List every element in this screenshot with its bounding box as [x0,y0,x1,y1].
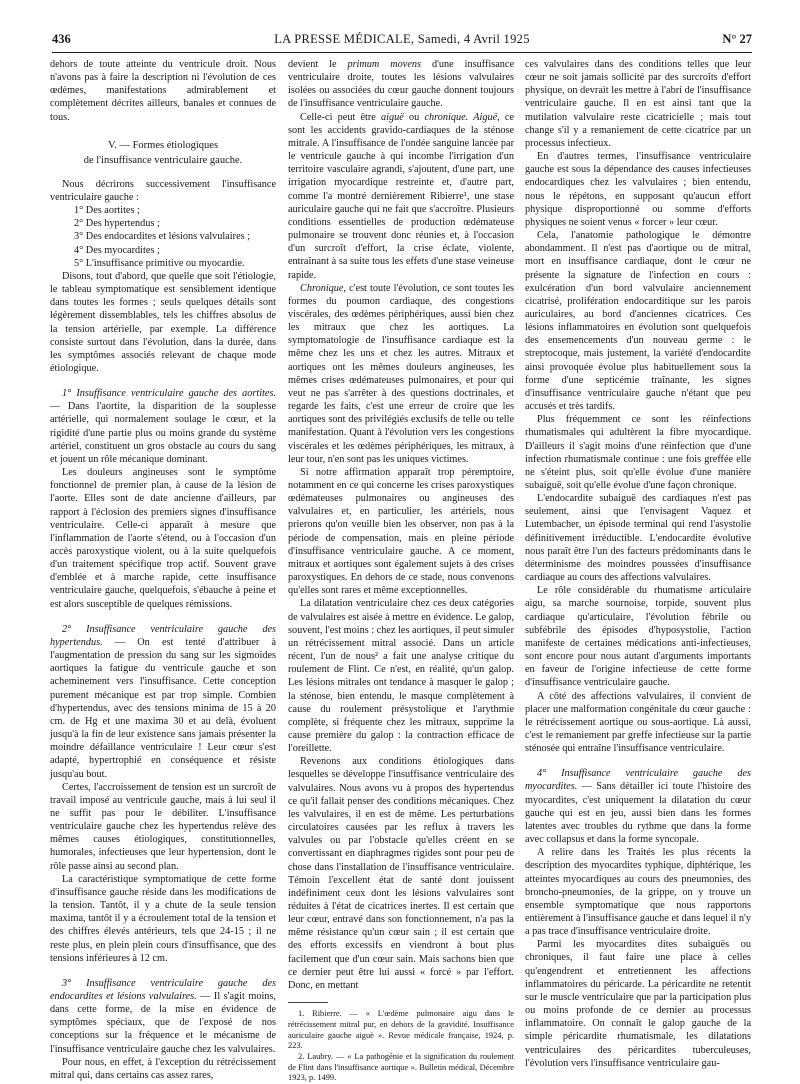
column-right [525,58,751,1073]
subsection-paragraph: 1° Insuffisance ventriculaire gauche des aortites. — Dans l'aortite, la disparition de la souplesse artérielle, qui normalement soulage le cœur, et la rigidité d'une partie plus ou moins grande du système artériel, constituent un gros obstacle au cours du sang et jouent un rôle mécanique dominant. [50,388,276,465]
subsection-title: 1° Insuffisance ventriculaire gauche des aortites. [62,388,276,400]
paragraph: Si notre affirmation apparaît trop péremptoire, notamment en ce qui concerne les crises paroxystiques œdémateuses pulmonaires ou angineuses des valvulaires et, en particulier, les artériels, nous prierons qu'on veuille bien les observer, non pas à la période de compensation, mais en pleine période d'insuffisance ventriculaire gauche. A ce moment, mitraux et aortiques sont également sujets à des crises paroxystiques. En dehors de ce stade, nous convenons qu'elles sont rares et même exceptionnelles. [288,466,514,597]
subsection-paragraph: 3° Insuffisance ventriculaire gauche des endocardites et lésions valvulaires. — Il s'agit moins, dans cette forme, de la mise en évidence de symptômes spéciaux, que de l'exposé de nos conceptions sur la fréquence et le mécanisme de l'insuffisance ventriculaire gauche chez les valvulaires. [50,977,276,1055]
footnote: 2. Laubry. — « La pathogénie et la signification du roulement de Flint dans l'insuffisance aortique ». Bulletin médical, Décembre 1923, p. 1499. [288,1051,514,1083]
journal-title: LA PRESSE MÉDICALE, Samedi, 4 Avril 1925 [274,32,530,46]
paragraph: En d'autres termes, l'insuffisance ventriculaire gauche est sous la dépendance des causes infectieuses endocardiques chez les valvulaires ; bien entendu, nous le répétons, en supposant qu'aucun effort physique disproportionné ou somme d'efforts physiques ne soient venus « forcer » leur cœur. [525,151,751,228]
list-item: 3° Des endocardites et lésions valvulaires ; [74,231,251,243]
paragraph: Disons, tout d'abord, que quelle que soit l'étiologie, le tableau symptomatique est sensiblement identique dans toutes les formes ; seuls quelques détails sont légèrement dissemblables, tels les chiffres absolus de la tension artérielle, par exemple. La différence consiste surtout dans l'évolution, dans la durée, dans les symptômes associés relevant de chaque mode étiologique. [50,270,276,374]
paragraph: dehors de toute atteinte du ventricule droit. Nous n'avons pas à faire la description ni l'évolution de ces œdèmes, manifestations admirablement et complètement décrites ailleurs, banales et connues de tous. [50,59,276,123]
column-middle [288,58,515,1083]
paragraph: Cela, l'anatomie pathologique le démontre abondamment. Il n'est pas d'aortique ou de mitral, mort en insuffisance cardiaque, dont le cœur ne présente la signature de l'infection en cours : exulcération d'un bord valvulaire anciennement cicatrisé, prolifération endocarditique sur les parois auriculaires, au bord d'anciennes cicatrices. Ces lésions inflammatoires en évolution sont quelquefois des ensemencements d'un nouveau germe : le streptocoque, mais justement, la variété d'endocardite ainsi provoquée évolue plus habituellement sous la forme d'une septicémie traînante, les signes d'insuffisance ventriculaire gauche n'étant que peu accusés et très tardifs. [525,230,751,413]
paragraph: Nous décrirons successivement l'insuffisance ventriculaire gauche : [50,178,276,203]
paragraph: Les douleurs angineuses sont le symptôme fonctionnel de premier plan, à cause de la lésion de l'aorte. Elles sont de date ancienne d'ailleurs, par rapport à l'éclosion des premiers signes d'insuffisance ventriculaire. Celle-ci apparaît à mesure que l'inflammation de l'aorte s'étend, ou à l'occasion d'un accès paroxystique violent, ou à la suite quelquefois d'un traitement spécifique trop actif. Souvent grave d'emblée et à marche rapide, cette insuffisance ventriculaire gauche, quelquefois, s'ébauche à peine et est alors susceptible de quelques rémissions. [50,467,276,610]
paragraph: Celle-ci peut être aiguë ou chronique. Aiguë, ce sont les accidents gravido-cardiaques de la sténose mitrale. A l'insuffisance de l'ondée sanguine lancée par le ventricule gauche à qui incombe l'irrigation d'un territoire vasculaire agrandi, s'ajoutent, d'une part, une irrigation myocardique restreinte et, d'autre part, comme l'a montré dernièrement Ribierre¹, une stase auriculaire gauche qui ne fait que s'accroître. Plusieurs conditions essentielles de production œdémateuse pulmonaire se trouvent donc réunies et, à l'occasion d'un surcroît d'effort, la crise éclate, violente, entraînant à sa suite tous les effets d'une stase veineuse rapide. [288,111,515,281]
list-item: 1° Des aortites ; [74,205,140,217]
paragraph: Chronique, c'est toute l'évolution, ce sont toutes les formes du poumon cardiaque, des congestions viscérales, des œdèmes périphériques, aussi bien chez les mitraux que chez les aortiques. La symptomatologie de l'insuffisance cardiaque est la même chez les uns et chez les autres. Mitraux et aortiques ont les mêmes douleurs angineuses, les mêmes crises œdémateuses pulmonaires, et pour qui veut ne pas s'arrêter à des questions doctrinales, et regarde les faits, c'est une erreur de croire que les aortiques sont des privilégiés exclusifs de telle ou telle manifestation. Quant à l'évolution vers les congestions viscérales et les œdèmes périphériques, les mitraux, à leur tour, n'en sont pas les uniques victimes. [288,282,514,465]
paragraph: devient le primum movens d'une insuffisance ventriculaire droite, toutes les lésions valvulaires isolées ou associées du cœur gauche donnent toujours de l'insuffisance ventriculaire gauche. [288,59,514,110]
column-left [50,58,276,1081]
paragraph: La dilatation ventriculaire chez ces deux catégories de valvulaires est aisée à mettre en évidence. Le galop, souvent, l'est moins : chez les aortiques, il peut simuler un rétrécissement mitral associé. Dans un article récent, l'un de nous² a fait une analyse critique du roulement de Flint. Ce n'est, en réalité, qu'un galop. Les lésions mitrales ont tendance à masquer le galop ; la sténose, bien entendu, le masque complètement à cause du roulement présystolique et l'arythmie complète, si fréquente chez les mitraux, supprime la cause première du galop : la contraction efficace de l'oreillette. [288,598,514,755]
section-heading-line-1: V. — Formes étiologiques [107,139,219,151]
paragraph: Le rôle considérable du rhumatisme articulaire aigu, sa marche sournoise, torpide, souvent plus cardiaque qu'articulaire, l'évolution fébrile ou subfébrile des épisodes d'hyposystolie, l'action manifeste de certaines médications anti-infectieuses, sont encore pour nous autant d'arguments importants en faveur de l'origine infectieuse de cette forme d'insuffisance ventriculaire gauche. [525,585,751,689]
running-header [52,30,752,53]
list-item: 5° L'insuffisance primitive ou myocardie. [74,257,245,269]
footnote-divider [288,1002,328,1003]
footnote: 1. Ribierre. — « L'œdème pulmonaire aigu dans le rétrécissement mitral pur, en dehors de la gravidité. Insuffisance auriculaire gauche aiguë ». Revue médicale française, 1924, p. 223. [288,1009,514,1051]
paragraph: L'endocardite subaiguë des cardiaques n'est pas seulement, ainsi que l'envisagent Vaquez et Lutembacher, un épisode terminal qui rend l'asystolie définitivement irréductible. L'endocardite évolutive nous paraît être l'un des facteurs prédominants dans le déterminisme des moindres poussées d'insuffisance cardiaque au cours des affections valvulaires. [525,493,751,584]
paragraph: A côté des affections valvulaires, il convient de placer une malformation congénitale du cœur gauche : le rétrécissement aortique ou sous-aortique. Là aussi, c'est le remaniement par greffe infectieuse sur la partie sténosée qui entraîne l'insuffisance ventriculaire. [525,690,751,755]
paragraph: Parmi les myocardites dites subaiguës ou chroniques, il faut faire une place à celles qu'engendrent et entretiennent les affections inflammatoires du péricarde. La péricardite ne retentit sur le muscle ventriculaire que par la participation plus ou moins profonde de ce dernier au processus inflammatoire. On connaît le galop gauche de la simple péricardite rhumatismale, les dilatations ventriculaires des péricardites tuberculeuses, l'évolution vers l'insuffisance ventriculaire gau- [525,939,751,1069]
subsection-title: 4° Insuffisance ventriculaire gauche des myocardites. [525,768,751,793]
subsection-paragraph: 2° Insuffisance ventriculaire gauche des hypertendus. — On est tenté d'attribuer à l'augmentation de pression du sang sur les sigmoïdes aortiques la fatigue du ventricule gauche et son acheminement vers l'insuffisance. Cette conception purement mécanique est par trop simple. Combien d'hypertendus, avec des tensions minima de 15 à 20 cm. de Hg et une maxima 30 et au delà, évoluent jusqu'à la fin de leur existence sans jamais présenter la moindre défaillance ventriculaire ! Leur cœur s'est adapté, hypertrophié en conséquence et résiste jusqu'au bout. [50,623,276,780]
subsection-paragraph: 4° Insuffisance ventriculaire gauche des myocardites. — Sans détailler ici toute l'histoire des myocardites, c'est uniquement la dilatation du cœur gauche qui est en jeu, aussi bien dans les formes latentes avec troubles du rythme que dans la forme avec collapsus et dans la forme syncopale. [525,768,751,846]
paragraph: La caractéristique symptomatique de cette forme d'insuffisance gauche réside dans les modifications de la tension. Tantôt, il y a chute de la seule tension maxima, tantôt il y a écroulement total de la tension et des chiffres élevés antérieurs, tels que 24-15 ; il ne reste plus, en plein plein cours d'insuffisance, que des tensions inférieures à 12 cm. [50,873,276,964]
paragraph: Certes, l'accroissement de tension est un surcroît de travail imposé au ventricule gauche, mais à lui seul il ne suffit pas pour le débiliter. L'insuffisance ventriculaire gauche chez les hypertendus relève des mêmes causes étiologiques, constitutionnelles, humorales, infectieuses que leur hypertension, dont le rôle passe ainsi au second plan. [50,781,276,872]
subsection-title: 2° Insuffisance ventriculaire gauche des hypertendus. [50,623,276,648]
issue-number: N° 27 [722,32,752,46]
section-heading [50,138,276,168]
paragraph: Plus fréquemment ce sont les réinfections rhumatismales qui adultèrent la fibre myocardique. D'ailleurs il s'agit moins d'une réinfection que d'une infection rhumatismale continue : une fois greffée elle ne s'éteint plus, soit qu'elle évolue d'une manière subaiguë, soit qu'elle évolue d'une façon chronique. [525,414,751,491]
list-item: 4° Des myocardites ; [74,244,160,256]
list-item: 2° Des hypertendus ; [74,218,160,230]
section-heading-line-2: de l'insuffisance ventriculaire gauche. [83,154,243,166]
footnotes [288,1009,514,1084]
paragraph: ces valvulaires dans des conditions telles que leur cœur ne soit jamais sollicité par des surcroîts d'effort physique, on devrait les mettre à l'abri de l'insuffisance ventriculaire gauche. Il en est ainsi tant que la mutilation valvulaire reste cicatricielle ; mais tout change s'il y a remaniement de cette cicatrice par un processus infectieux. [525,59,751,149]
paragraph: Pour nous, en effet, à l'exception du rétrécissement mitral qui, dans certains cas assez rares, [50,1056,276,1081]
forms-list [50,204,276,270]
page-number: 436 [52,32,71,46]
paragraph: A relire dans les Traités les plus récents la description des myocardites typhique, diphtérique, les atteintes myocardiques au cours des pneumonies, des broncho-pneumonies, de la grippe, on y trouve un ensemble symptomatique que nous rapportons entièrement à l'insuffisance gauche et dans lequel il n'y a pas trace d'insuffisance ventriculaire droite. [525,847,751,938]
subsection-title: 3° Insuffisance ventriculaire gauche des endocardites et lésions valvulaires. [50,977,276,1002]
paragraph: Revenons aux conditions étiologiques dans lesquelles se développe l'insuffisance ventriculaire des valvulaires. Nous avons vu à propos des hypertendus ce qu'il fallait penser des conditions mécaniques. Chez les valvulaires, il en est de même. Les perturbations circulatoires causées par les reflux à travers les valvules ou par l'obstacle qu'elles créent en se convertissant en diaphragmes rigides sont pour peu de chose dans l'installation de l'insuffisance ventriculaire. Témoin l'excellent état de santé dont jouissent indéfiniment ceux dont les lésions valvulaires sont réduites à l'état de cicatrices inertes. Il est certain que leur cœur, entravé dans son fonctionnement, n'a pas la même résistance qu'un cœur sain ; il est certain que des efforts excessifs en viendront à bout plus facilement que d'un cœur sain. Mais sachons bien que ce dernier peut être lui aussi « forcé » par l'effort. Donc, en mettant [288,756,514,991]
